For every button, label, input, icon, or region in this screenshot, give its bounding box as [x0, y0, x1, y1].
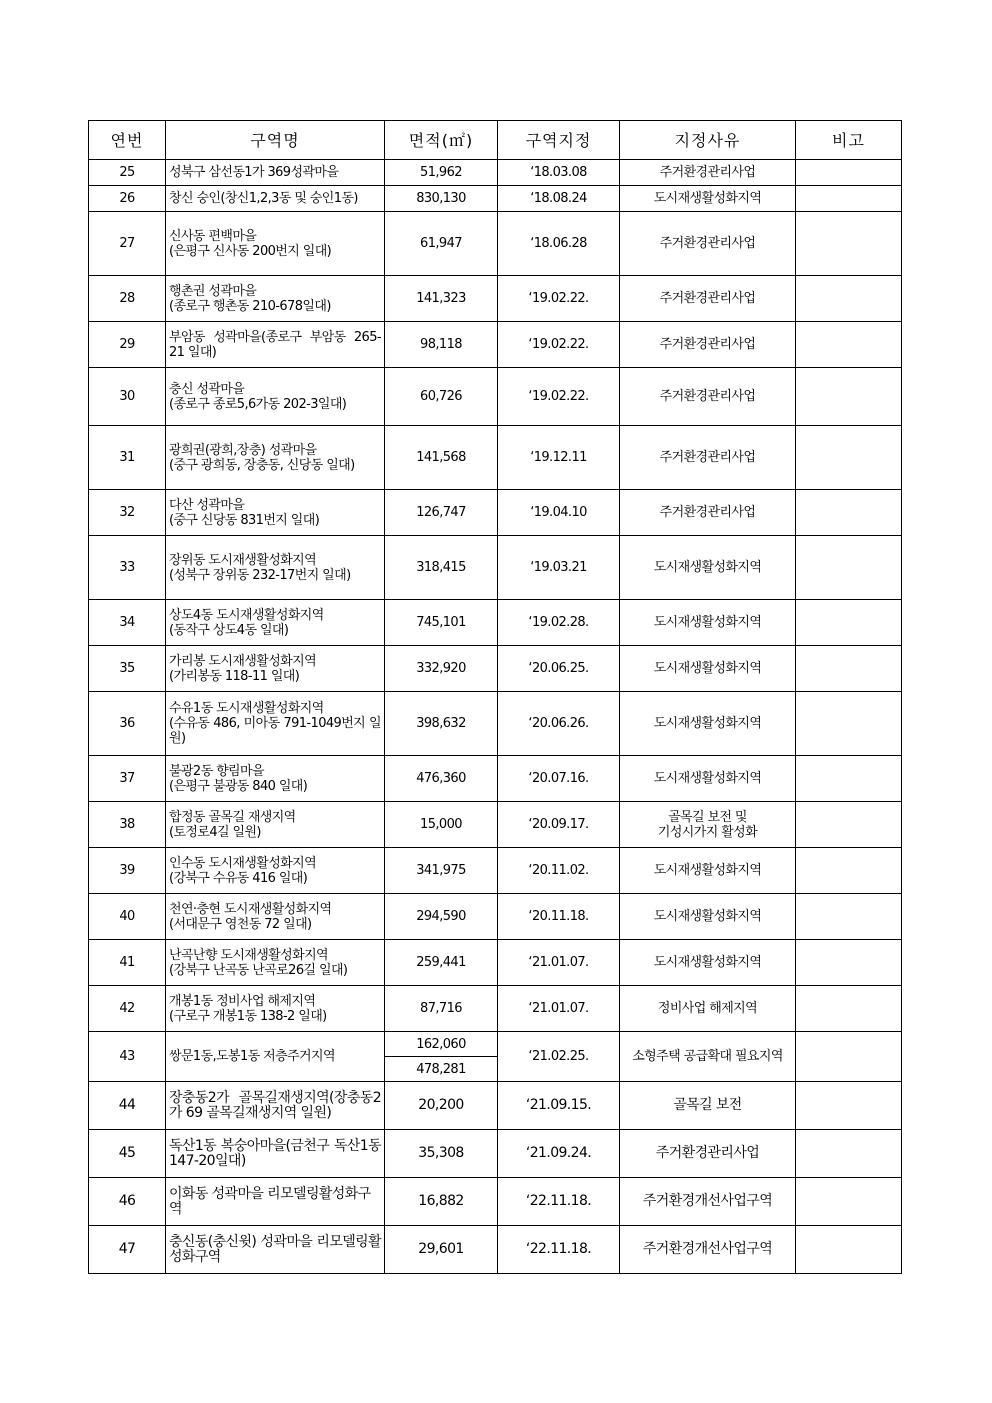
reason-line: 도시재생활성화지역: [653, 909, 762, 924]
area-name: [166, 756, 385, 802]
note-cell: [796, 894, 902, 940]
area-name-line: 합정동 골목길 재생지역: [169, 809, 296, 825]
row-number: 47: [89, 1226, 166, 1274]
area-name: [166, 1082, 385, 1130]
area-name-line: (성북구 장위동 232-17번지 일대): [169, 567, 351, 583]
table-row: [89, 1178, 902, 1226]
note-cell: [796, 536, 902, 600]
area-name-line: 신사동 편백마을: [169, 228, 257, 244]
area-size: 294,590: [385, 894, 498, 940]
designation-reason: [620, 322, 796, 368]
designation-reason: [620, 848, 796, 894]
area-name: [166, 692, 385, 756]
table-row: [89, 646, 902, 692]
header-note: 비고: [796, 121, 902, 160]
area-name: [166, 212, 385, 276]
area-name: [166, 600, 385, 646]
designation-reason: [620, 426, 796, 490]
designation-date: ‘20.11.02.: [498, 848, 620, 894]
area-name: [166, 1130, 385, 1178]
table-row: [89, 160, 902, 186]
area-name-line: 광희권(광희,장충) 성곽마을: [169, 442, 317, 458]
note-cell: [796, 212, 902, 276]
area-name: [166, 848, 385, 894]
designation-reason: [620, 1130, 796, 1178]
area-name-line: (수유동 486, 미아동 791-1049번지 일원): [169, 716, 381, 746]
reason-line: 소형주택 공급확대 필요지역: [632, 1049, 783, 1064]
row-number: 38: [89, 802, 166, 848]
row-number: 44: [89, 1082, 166, 1130]
area-name-line: 인수동 도시재생활성화지역: [169, 855, 317, 871]
table-row: [89, 536, 902, 600]
designation-date: ‘18.08.24: [498, 186, 620, 212]
designation-reason: [620, 986, 796, 1032]
area-name-line: 충신동(충신윗) 성곽마을 리모델링활성화구역: [169, 1233, 381, 1265]
table-row: [89, 600, 902, 646]
area-size: 141,323: [385, 276, 498, 322]
designation-date: ‘18.03.08: [498, 160, 620, 186]
row-number: 26: [89, 186, 166, 212]
note-cell: [796, 756, 902, 802]
area-size: 162,060: [385, 1032, 498, 1057]
area-size: 20,200: [385, 1082, 498, 1130]
designation-reason: [620, 160, 796, 186]
note-cell: [796, 1032, 902, 1082]
area-name: [166, 426, 385, 490]
area-name-line: (은평구 불광동 840 일대): [169, 778, 308, 794]
designation-reason: [620, 692, 796, 756]
designation-reason: [620, 802, 796, 848]
row-number: 46: [89, 1178, 166, 1226]
area-name-line: 상도4동 도시재생활성화지역: [169, 607, 324, 623]
designation-date: ‘21.09.24.: [498, 1130, 620, 1178]
designation-reason: [620, 940, 796, 986]
reason-line: 도시재생활성화지역: [653, 615, 762, 630]
table-row: [89, 322, 902, 368]
area-name-line: (서대문구 영천동 72 일대): [169, 916, 312, 932]
area-name: [166, 322, 385, 368]
table-row: [89, 490, 902, 536]
table-row: [89, 212, 902, 276]
area-name-line: 독산1동 복숭아마을(금천구 독산1동 147-20일대): [169, 1137, 381, 1169]
designation-date: ‘19.02.28.: [498, 600, 620, 646]
note-cell: [796, 940, 902, 986]
area-size: 141,568: [385, 426, 498, 490]
area-name: [166, 894, 385, 940]
designation-date: ‘21.09.15.: [498, 1082, 620, 1130]
designation-date: ‘18.06.28: [498, 212, 620, 276]
designation-date: ‘20.11.18.: [498, 894, 620, 940]
designation-reason: [620, 646, 796, 692]
area-size: 318,415: [385, 536, 498, 600]
reason-line: 주거환경관리사업: [655, 1145, 760, 1161]
note-cell: [796, 692, 902, 756]
area-size: 398,632: [385, 692, 498, 756]
header-no: 연번: [89, 121, 166, 160]
designation-reason: [620, 1226, 796, 1274]
note-cell: [796, 322, 902, 368]
area-name-line: (가리봉동 118-11 일대): [169, 668, 300, 684]
area-name-line: 장충동2가 골목길재생지역(장충동2가 69 골목길재생지역 일원): [169, 1089, 381, 1121]
row-number: 45: [89, 1130, 166, 1178]
designation-date: ‘20.06.25.: [498, 646, 620, 692]
row-number: 42: [89, 986, 166, 1032]
designation-reason: [620, 276, 796, 322]
designation-date: ‘19.02.22.: [498, 368, 620, 426]
designation-reason: [620, 1082, 796, 1130]
area-size: 341,975: [385, 848, 498, 894]
area-name: [166, 276, 385, 322]
area-name: [166, 1178, 385, 1226]
reason-line: 주거환경관리사업: [659, 291, 756, 306]
reason-line: 도시재생활성화지역: [653, 955, 762, 970]
note-cell: [796, 600, 902, 646]
area-size: 332,920: [385, 646, 498, 692]
reason-line: 골목길 보전: [673, 1097, 742, 1113]
area-size: 478,281: [385, 1057, 498, 1082]
designation-reason: [620, 894, 796, 940]
area-name-line: 행촌권 성곽마을: [169, 283, 257, 299]
area-name: [166, 536, 385, 600]
note-cell: [796, 802, 902, 848]
area-name-line: (종로구 종로5,6가동 202-3일대): [169, 396, 347, 412]
designation-date: ‘21.01.07.: [498, 986, 620, 1032]
row-number: 28: [89, 276, 166, 322]
area-name-line: 장위동 도시재생활성화지역: [169, 552, 317, 568]
area-name: [166, 368, 385, 426]
area-name-line: (구로구 개봉1동 138-2 일대): [169, 1008, 327, 1024]
table-row: [89, 1082, 902, 1130]
designation-date: ‘22.11.18.: [498, 1226, 620, 1274]
table-row: [89, 1130, 902, 1178]
reason-line: 기성시가지 활성화: [657, 824, 758, 840]
designation-date: ‘21.02.25.: [498, 1032, 620, 1082]
designation-date: ‘22.11.18.: [498, 1178, 620, 1226]
reason-line: 도시재생활성화지역: [653, 560, 762, 575]
designation-date: ‘20.09.17.: [498, 802, 620, 848]
area-name: [166, 646, 385, 692]
area-name-line: (중구 신당동 831번지 일대): [169, 512, 320, 528]
reason-line: 주거환경관리사업: [659, 165, 756, 180]
area-size: 476,360: [385, 756, 498, 802]
area-name: [166, 802, 385, 848]
table-row: [89, 426, 902, 490]
row-number: 35: [89, 646, 166, 692]
area-name: [166, 490, 385, 536]
area-size: 15,000: [385, 802, 498, 848]
area-name-line: (중구 광희동, 장충동, 신당동 일대): [169, 457, 355, 473]
designation-reason: [620, 368, 796, 426]
area-name-line: 성북구 삼선동1가 369성곽마을: [169, 165, 339, 180]
area-name-line: 쌍문1동,도봉1동 저층주거지역: [169, 1049, 335, 1064]
area-size: 60,726: [385, 368, 498, 426]
row-number: 27: [89, 212, 166, 276]
table-row: [89, 848, 902, 894]
row-number: 32: [89, 490, 166, 536]
header-name: 구역명: [166, 121, 385, 160]
area-name-line: 이화동 성곽마을 리모델링활성화구역: [169, 1185, 371, 1217]
reason-line: 주거환경관리사업: [659, 236, 756, 251]
header-reason: 지정사유: [620, 121, 796, 160]
area-size: 35,308: [385, 1130, 498, 1178]
designation-date: ‘19.02.22.: [498, 276, 620, 322]
area-size: 61,947: [385, 212, 498, 276]
area-name-line: (동작구 상도4동 일대): [169, 622, 289, 638]
table-row: [89, 186, 902, 212]
area-size: 51,962: [385, 160, 498, 186]
designation-date: ‘19.04.10: [498, 490, 620, 536]
area-size: 745,101: [385, 600, 498, 646]
table-row: [89, 368, 902, 426]
note-cell: [796, 646, 902, 692]
table-row: [89, 986, 902, 1032]
designation-reason: [620, 212, 796, 276]
area-size: 126,747: [385, 490, 498, 536]
area-name: [166, 940, 385, 986]
table-row: [89, 276, 902, 322]
area-name-line: (토정로4길 일원): [169, 824, 261, 840]
reason-line: 도시재생활성화지역: [653, 771, 762, 786]
table-row: [89, 802, 902, 848]
designation-reason: [620, 186, 796, 212]
row-number: 31: [89, 426, 166, 490]
area-size: 98,118: [385, 322, 498, 368]
row-number: 33: [89, 536, 166, 600]
table-row: [89, 940, 902, 986]
table-row: [89, 692, 902, 756]
reason-line: 주거환경관리사업: [659, 505, 756, 520]
designation-reason: [620, 756, 796, 802]
row-number: 43: [89, 1032, 166, 1082]
row-number: 34: [89, 600, 166, 646]
designation-reason: [620, 490, 796, 536]
area-name: [166, 1226, 385, 1274]
area-name-line: 천연·충현 도시재생활성화지역: [169, 901, 332, 917]
note-cell: [796, 1130, 902, 1178]
designation-date: ‘19.02.22.: [498, 322, 620, 368]
area-name: [166, 986, 385, 1032]
table-row: [89, 756, 902, 802]
area-name: [166, 160, 385, 186]
area-size: 259,441: [385, 940, 498, 986]
area-name-line: 가리봉 도시재생활성화지역: [169, 653, 317, 669]
area-size: 29,601: [385, 1226, 498, 1274]
area-name: [166, 186, 385, 212]
area-size: 87,716: [385, 986, 498, 1032]
area-name: [166, 1032, 385, 1082]
area-name-line: (강북구 수유동 416 일대): [169, 870, 308, 886]
area-name-line: 불광2동 향림마을: [169, 763, 264, 779]
reason-line: 주거환경관리사업: [659, 389, 756, 404]
area-name-line: 충신 성곽마을: [169, 381, 245, 397]
row-number: 39: [89, 848, 166, 894]
row-number: 25: [89, 160, 166, 186]
reason-line: 도시재생활성화지역: [653, 661, 762, 676]
reason-line: 도시재생활성화지역: [653, 191, 762, 206]
note-cell: [796, 1178, 902, 1226]
row-number: 30: [89, 368, 166, 426]
designation-date: ‘20.06.26.: [498, 692, 620, 756]
row-number: 36: [89, 692, 166, 756]
note-cell: [796, 986, 902, 1032]
note-cell: [796, 1082, 902, 1130]
area-name-line: 수유1동 도시재생활성화지역: [169, 701, 324, 716]
area-name-line: 개봉1동 정비사업 해제지역: [169, 993, 316, 1009]
note-cell: [796, 490, 902, 536]
row-number: 37: [89, 756, 166, 802]
designation-reason: [620, 536, 796, 600]
note-cell: [796, 276, 902, 322]
reason-line: 주거환경관리사업: [659, 337, 756, 352]
reason-line: 주거환경개선사업구역: [642, 1241, 773, 1257]
table-row: [89, 1032, 902, 1057]
area-name-line: 부암동 성곽마을(종로구 부암동 265-21 일대): [169, 329, 381, 360]
header-date: 구역지정: [498, 121, 620, 160]
header-row: [89, 121, 902, 160]
note-cell: [796, 160, 902, 186]
area-name-line: 창신 숭인(창신1,2,3동 및 숭인1동): [169, 191, 358, 206]
designation-date: ‘21.01.07.: [498, 940, 620, 986]
reason-line: 주거환경관리사업: [659, 450, 756, 465]
designation-date: ‘20.07.16.: [498, 756, 620, 802]
table-row: [89, 894, 902, 940]
reason-line: 도시재생활성화지역: [653, 716, 762, 731]
area-name-line: 난곡난향 도시재생활성화지역: [169, 947, 328, 963]
row-number: 41: [89, 940, 166, 986]
note-cell: [796, 1226, 902, 1274]
note-cell: [796, 186, 902, 212]
area-name-line: 다산 성곽마을: [169, 497, 245, 513]
note-cell: [796, 426, 902, 490]
header-area: 면적(㎡): [385, 121, 498, 160]
reason-line: 골목길 보전 및: [668, 809, 747, 825]
reason-line: 정비사업 해제지역: [657, 1001, 758, 1016]
reason-line: 주거환경개선사업구역: [642, 1193, 773, 1209]
designation-date: ‘19.12.11: [498, 426, 620, 490]
row-number: 29: [89, 322, 166, 368]
area-size: 830,130: [385, 186, 498, 212]
note-cell: [796, 848, 902, 894]
designation-table: [88, 120, 902, 1274]
table-row: [89, 1226, 902, 1274]
designation-reason: [620, 600, 796, 646]
area-name-line: (강북구 난곡동 난곡로26길 일대): [169, 962, 348, 978]
designation-reason: [620, 1178, 796, 1226]
area-name-line: (은평구 신사동 200번지 일대): [169, 243, 332, 259]
reason-line: 도시재생활성화지역: [653, 863, 762, 878]
note-cell: [796, 368, 902, 426]
area-name-line: (종로구 행촌동 210-678일대): [169, 298, 331, 314]
area-size: 16,882: [385, 1178, 498, 1226]
row-number: 40: [89, 894, 166, 940]
designation-reason: [620, 1032, 796, 1082]
designation-date: ‘19.03.21: [498, 536, 620, 600]
